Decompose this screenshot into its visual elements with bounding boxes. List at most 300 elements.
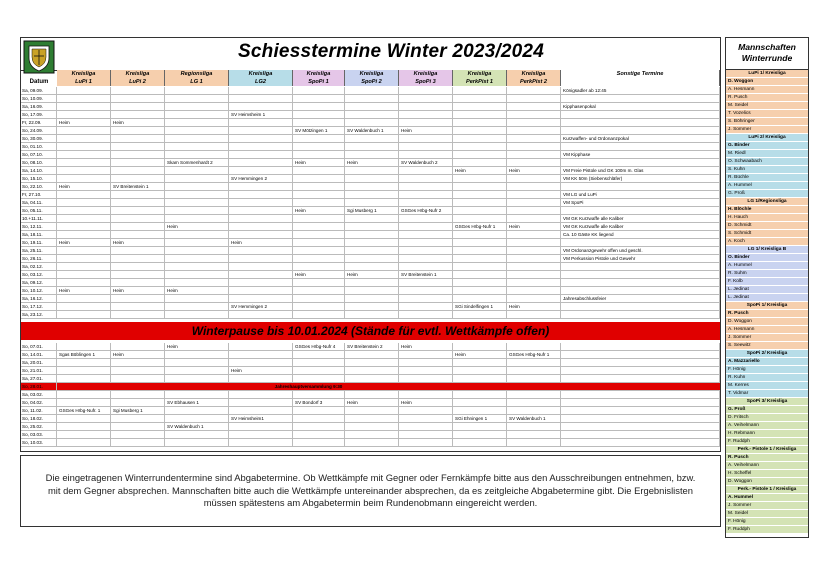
team-member: S. Seewitz bbox=[726, 342, 808, 350]
table-cell bbox=[165, 183, 229, 191]
table-row bbox=[21, 263, 720, 271]
table-row bbox=[21, 271, 720, 279]
table-cell bbox=[453, 183, 507, 191]
agm-row bbox=[21, 383, 720, 391]
table-cell bbox=[111, 423, 165, 431]
table-cell bbox=[453, 295, 507, 303]
table-cell bbox=[399, 439, 453, 447]
team-member: S. Schmidt bbox=[726, 230, 808, 238]
table-cell bbox=[345, 191, 399, 199]
table-cell bbox=[345, 359, 399, 367]
team-member: M. Kerres bbox=[726, 382, 808, 390]
table-cell bbox=[111, 199, 165, 207]
table-cell bbox=[507, 431, 561, 439]
table-cell bbox=[453, 439, 507, 447]
table-cell bbox=[453, 127, 507, 135]
table-cell bbox=[165, 431, 229, 439]
table-cell bbox=[293, 175, 345, 183]
table-cell: VM LG und LuPi bbox=[561, 191, 720, 199]
table-cell bbox=[561, 407, 720, 415]
table-cell: Heim bbox=[111, 287, 165, 295]
team-heading: LuPi 2/ Kreisliga bbox=[726, 134, 808, 142]
table-cell bbox=[111, 215, 165, 223]
row-date: So, 21.01. bbox=[21, 367, 57, 375]
table-cell bbox=[57, 175, 111, 183]
table-cell bbox=[561, 287, 720, 295]
table-cell: SV Waldenbuch 2 bbox=[399, 159, 453, 167]
table-cell bbox=[165, 391, 229, 399]
team-captain: H. Blöchle bbox=[726, 206, 808, 214]
table-cell bbox=[561, 431, 720, 439]
table-cell bbox=[165, 207, 229, 215]
table-cell bbox=[165, 135, 229, 143]
table-cell bbox=[229, 103, 293, 111]
column-header-line2: PerkPist 1 bbox=[465, 79, 494, 85]
table-cell bbox=[507, 191, 561, 199]
table-cell: Heim bbox=[507, 223, 561, 231]
table-cell bbox=[293, 239, 345, 247]
table-cell bbox=[561, 119, 720, 127]
team-member: A. Veihelmann bbox=[726, 462, 808, 470]
table-cell bbox=[111, 391, 165, 399]
team-member: D. Woggon bbox=[726, 318, 808, 326]
table-cell bbox=[345, 279, 399, 287]
table-cell bbox=[345, 287, 399, 295]
column-header bbox=[399, 70, 453, 86]
table-row bbox=[21, 247, 720, 255]
table-cell bbox=[229, 279, 293, 287]
table-row bbox=[21, 351, 720, 359]
column-header-line1: Kreisliga bbox=[359, 71, 384, 77]
table-cell bbox=[57, 111, 111, 119]
team-member: R. Büchle bbox=[726, 174, 808, 182]
column-header bbox=[453, 70, 507, 86]
table-cell: Heim bbox=[507, 167, 561, 175]
table-cell: Heim bbox=[293, 159, 345, 167]
row-date: Sa, 18.11. bbox=[21, 231, 57, 239]
table-cell bbox=[399, 263, 453, 271]
table-cell bbox=[453, 143, 507, 151]
team-member: T. Vidmar bbox=[726, 390, 808, 398]
table-cell bbox=[57, 255, 111, 263]
table-cell bbox=[165, 95, 229, 103]
team-member: A. Hesmann bbox=[726, 86, 808, 94]
table-cell bbox=[229, 407, 293, 415]
row-date: So, 19.11. bbox=[21, 239, 57, 247]
table-cell bbox=[111, 367, 165, 375]
table-row bbox=[21, 191, 720, 199]
table-cell: GSGes Hrbg-Nufr 4 bbox=[293, 343, 345, 351]
table-cell bbox=[561, 95, 720, 103]
table-cell: SV Mötzingen 1 bbox=[293, 127, 345, 135]
column-header-line1: Regionsliga bbox=[180, 71, 213, 77]
table-cell bbox=[293, 311, 345, 319]
table-cell: SV Heimsheim 1 bbox=[229, 111, 293, 119]
table-cell: Heim bbox=[507, 303, 561, 311]
table-cell: Heim bbox=[165, 343, 229, 351]
team-member: H. Scheffel bbox=[726, 470, 808, 478]
table-cell bbox=[399, 239, 453, 247]
table-cell bbox=[165, 143, 229, 151]
teams-title: Mannschaften Winterrunde bbox=[726, 38, 808, 70]
table-cell bbox=[111, 255, 165, 263]
table-row bbox=[21, 431, 720, 439]
row-date: Sa, 20.01. bbox=[21, 359, 57, 367]
column-header bbox=[345, 70, 399, 86]
row-date: So, 07.01. bbox=[21, 343, 57, 351]
table-cell: Königsadler ab 12:45 bbox=[561, 87, 720, 95]
table-cell bbox=[229, 311, 293, 319]
table-cell bbox=[345, 103, 399, 111]
table-cell bbox=[507, 287, 561, 295]
column-header bbox=[111, 70, 165, 86]
team-member: A. Hummel bbox=[726, 182, 808, 190]
team-member: J. Sommer bbox=[726, 126, 808, 134]
table-cell bbox=[399, 255, 453, 263]
table-cell bbox=[111, 207, 165, 215]
column-header-line1: Kreisliga bbox=[521, 71, 546, 77]
table-cell bbox=[345, 255, 399, 263]
table-cell bbox=[111, 103, 165, 111]
row-date: So, 07.10. bbox=[21, 151, 57, 159]
row-date: So, 08.10. bbox=[21, 159, 57, 167]
table-cell bbox=[507, 247, 561, 255]
table-cell: SV Waldenbuch 1 bbox=[507, 415, 561, 423]
table-cell bbox=[293, 119, 345, 127]
table-cell: Sgas Böblingen 1 bbox=[57, 351, 111, 359]
column-header bbox=[57, 70, 111, 86]
table-cell bbox=[345, 183, 399, 191]
team-member: A. Koch bbox=[726, 238, 808, 246]
table-cell bbox=[229, 143, 293, 151]
table-cell: Heim bbox=[345, 159, 399, 167]
table-row bbox=[21, 111, 720, 119]
column-header bbox=[507, 70, 561, 86]
team-member: F. Ruddph bbox=[726, 438, 808, 446]
table-cell bbox=[229, 207, 293, 215]
table-cell bbox=[399, 415, 453, 423]
team-member: H. Rebmann bbox=[726, 430, 808, 438]
table-cell bbox=[507, 103, 561, 111]
team-member: D. Schmidt bbox=[726, 222, 808, 230]
table-cell bbox=[111, 95, 165, 103]
table-row bbox=[21, 127, 720, 135]
table-cell bbox=[57, 415, 111, 423]
column-header-line2: SpoPi 2 bbox=[361, 79, 382, 85]
table-cell bbox=[229, 167, 293, 175]
table-cell bbox=[229, 343, 293, 351]
table-cell bbox=[57, 191, 111, 199]
table-cell bbox=[507, 407, 561, 415]
table-cell bbox=[345, 175, 399, 183]
table-cell bbox=[229, 199, 293, 207]
table-cell bbox=[57, 223, 111, 231]
row-date: Sa, 02.12. bbox=[21, 263, 57, 271]
table-cell bbox=[229, 263, 293, 271]
table-cell: Heim bbox=[453, 351, 507, 359]
table-cell bbox=[111, 135, 165, 143]
winter-break-banner: Winterpause bis 10.01.2024 (Stände für evtl. Wettkämpfe offen) bbox=[21, 322, 720, 340]
column-header-line1: Kreisliga bbox=[413, 71, 438, 77]
table-cell bbox=[561, 375, 720, 383]
table-cell bbox=[111, 175, 165, 183]
row-date: Sa, 14.10. bbox=[21, 167, 57, 175]
table-cell bbox=[229, 215, 293, 223]
table-cell bbox=[57, 295, 111, 303]
row-date: So, 10.09. bbox=[21, 95, 57, 103]
table-cell bbox=[57, 399, 111, 407]
table-cell: VM Ordonanzgewehr offen und geschl. bbox=[561, 247, 720, 255]
row-date: Sa, 16.12. bbox=[21, 295, 57, 303]
table-cell: Heim bbox=[165, 223, 229, 231]
table-cell bbox=[345, 391, 399, 399]
table-row bbox=[21, 391, 720, 399]
team-member: G. Proß bbox=[726, 190, 808, 198]
table-cell bbox=[165, 279, 229, 287]
table-row bbox=[21, 207, 720, 215]
table-cell bbox=[345, 407, 399, 415]
row-date: 10.+11.11. bbox=[21, 215, 57, 223]
table-cell: Heim bbox=[111, 239, 165, 247]
table-cell bbox=[453, 215, 507, 223]
table-cell bbox=[453, 271, 507, 279]
table-cell bbox=[165, 199, 229, 207]
table-cell bbox=[561, 391, 720, 399]
table-cell bbox=[165, 375, 229, 383]
table-cell bbox=[111, 359, 165, 367]
table-cell: GSGes Hrbg-Nufr 2 bbox=[399, 207, 453, 215]
team-heading: LuPi 1/ Kreisliga bbox=[726, 70, 808, 78]
table-cell bbox=[229, 351, 293, 359]
row-date: Sa, 04.11. bbox=[21, 199, 57, 207]
team-captain: G. Proß bbox=[726, 406, 808, 414]
table-row bbox=[21, 87, 720, 95]
table-row bbox=[21, 135, 720, 143]
table-cell bbox=[165, 175, 229, 183]
table-cell bbox=[57, 439, 111, 447]
table-cell bbox=[293, 143, 345, 151]
team-member: F. Kolb bbox=[726, 278, 808, 286]
table-cell bbox=[165, 271, 229, 279]
table-cell bbox=[507, 239, 561, 247]
table-cell bbox=[111, 415, 165, 423]
table-cell bbox=[453, 103, 507, 111]
team-member: H. Hauch bbox=[726, 214, 808, 222]
table-cell bbox=[561, 127, 720, 135]
table-cell: SV Waldenbuch 1 bbox=[165, 423, 229, 431]
table-cell: SGi Sindelfingen 1 bbox=[453, 303, 507, 311]
table-cell bbox=[561, 183, 720, 191]
table-cell bbox=[345, 215, 399, 223]
table-cell bbox=[453, 151, 507, 159]
row-date: So, 01.10. bbox=[21, 143, 57, 151]
table-row bbox=[21, 167, 720, 175]
table-cell bbox=[229, 255, 293, 263]
table-cell bbox=[293, 351, 345, 359]
table-cell bbox=[57, 303, 111, 311]
team-member: L. Jedinat bbox=[726, 294, 808, 302]
table-cell bbox=[507, 263, 561, 271]
notice-text: Die eingetragenen Winterrundentermine sind Abgabetermine. Ob Wettkämpfe mit Gegner oder Fernkämpfe bitte aus den Ausschreibungen entnehmen, bzw. mit dem Gegner absprechen. Mannschaften bitte auch die Wettkämpfe untereinander absprechen, da es zeitgleiche Abgabetermine gibt. Die Ergebnislisten müssen spätestens am Abgabetermin beim Rundenobmann eingereicht werden. bbox=[45, 472, 696, 508]
table-cell: Heim bbox=[293, 207, 345, 215]
table-cell: VM SpoPi bbox=[561, 199, 720, 207]
table-cell bbox=[165, 151, 229, 159]
table-row bbox=[21, 375, 720, 383]
table-cell bbox=[399, 231, 453, 239]
table-row bbox=[21, 255, 720, 263]
row-date: So, 22.10. bbox=[21, 183, 57, 191]
column-header-line1: Sonstige Termine bbox=[616, 71, 664, 77]
table-cell bbox=[399, 95, 453, 103]
table-cell bbox=[111, 343, 165, 351]
table-cell bbox=[229, 359, 293, 367]
table-cell bbox=[561, 343, 720, 351]
team-member: T. Vozelics bbox=[726, 110, 808, 118]
table-cell bbox=[345, 263, 399, 271]
table-cell: Sgi Musberg 1 bbox=[111, 407, 165, 415]
table-cell bbox=[561, 359, 720, 367]
row-date: So, 15.10. bbox=[21, 175, 57, 183]
table-cell bbox=[111, 159, 165, 167]
table-cell: GSGes Hrbg-Nufr. 1 bbox=[57, 407, 111, 415]
table-cell bbox=[293, 151, 345, 159]
team-member: A. Veihelmann bbox=[726, 422, 808, 430]
team-heading: LG 1/Regionsliga bbox=[726, 198, 808, 206]
team-member: S. Böhringer bbox=[726, 118, 808, 126]
team-heading: SpoPi 2/ Kreisliga bbox=[726, 350, 808, 358]
table-cell bbox=[57, 207, 111, 215]
teams-list bbox=[726, 70, 808, 534]
table-cell bbox=[345, 111, 399, 119]
column-header-line2: LuPi 1 bbox=[75, 79, 92, 85]
table-cell bbox=[165, 239, 229, 247]
table-cell bbox=[507, 439, 561, 447]
table-cell bbox=[399, 143, 453, 151]
table-cell bbox=[561, 263, 720, 271]
table-cell bbox=[293, 199, 345, 207]
table-cell bbox=[111, 271, 165, 279]
row-date: So, 05.11. bbox=[21, 207, 57, 215]
table-row bbox=[21, 239, 720, 247]
table-cell: Skam Sommenhardt 2 bbox=[165, 159, 229, 167]
table-cell bbox=[345, 375, 399, 383]
team-member: D. Fritsch bbox=[726, 414, 808, 422]
team-heading: SpoPi 3/ Kreisliga bbox=[726, 398, 808, 406]
table-cell bbox=[399, 183, 453, 191]
table-cell bbox=[293, 359, 345, 367]
table-cell bbox=[399, 223, 453, 231]
table-cell bbox=[345, 87, 399, 95]
table-row bbox=[21, 279, 720, 287]
table-cell bbox=[111, 375, 165, 383]
table-cell bbox=[111, 263, 165, 271]
table-cell: Heim bbox=[229, 239, 293, 247]
table-cell: GSGes Hrbg-Nufr 1 bbox=[453, 223, 507, 231]
table-cell bbox=[111, 167, 165, 175]
table-cell bbox=[293, 95, 345, 103]
table-cell bbox=[293, 223, 345, 231]
table-cell bbox=[507, 367, 561, 375]
table-cell bbox=[507, 199, 561, 207]
row-date: So, 17.09. bbox=[21, 111, 57, 119]
agm-row-date: So, 28.01. bbox=[21, 383, 57, 391]
table-cell bbox=[229, 295, 293, 303]
table-cell: Heim bbox=[57, 239, 111, 247]
table-cell bbox=[165, 255, 229, 263]
table-cell bbox=[293, 295, 345, 303]
table-cell bbox=[165, 295, 229, 303]
table-row bbox=[21, 367, 720, 375]
table-cell bbox=[399, 431, 453, 439]
table-cell bbox=[561, 439, 720, 447]
table-cell: SV Heimsheim1 bbox=[229, 415, 293, 423]
club-crest-icon bbox=[23, 40, 55, 74]
title-row bbox=[21, 38, 720, 71]
table-row bbox=[21, 399, 720, 407]
team-captain: G. Binder bbox=[726, 142, 808, 150]
table-cell bbox=[399, 167, 453, 175]
table-cell bbox=[345, 351, 399, 359]
table-row bbox=[21, 439, 720, 447]
team-member: M. Riedl bbox=[726, 150, 808, 158]
table-cell bbox=[399, 391, 453, 399]
table-cell bbox=[399, 311, 453, 319]
table-cell bbox=[345, 95, 399, 103]
team-member: A. Hesmann bbox=[726, 326, 808, 334]
table-cell: VM Freie Pistole und GK 100m m. Glas bbox=[561, 167, 720, 175]
table-cell bbox=[453, 287, 507, 295]
table-cell bbox=[561, 279, 720, 287]
table-cell bbox=[453, 119, 507, 127]
table-row bbox=[21, 199, 720, 207]
table-cell bbox=[453, 263, 507, 271]
table-cell bbox=[111, 439, 165, 447]
table-cell bbox=[453, 95, 507, 103]
table-cell bbox=[165, 119, 229, 127]
table-cell bbox=[507, 391, 561, 399]
table-cell bbox=[165, 303, 229, 311]
column-header-line1: Kreisliga bbox=[125, 71, 150, 77]
table-cell bbox=[453, 231, 507, 239]
table-row bbox=[21, 343, 720, 351]
table-cell bbox=[399, 215, 453, 223]
table-cell bbox=[57, 263, 111, 271]
row-date: So, 03.12. bbox=[21, 271, 57, 279]
table-row bbox=[21, 303, 720, 311]
team-member: F. Ruddph bbox=[726, 526, 808, 534]
table-row bbox=[21, 407, 720, 415]
row-date: Sa, 09.09. bbox=[21, 87, 57, 95]
column-header-line2: SpoPi 1 bbox=[308, 79, 329, 85]
table-cell bbox=[453, 191, 507, 199]
page-title: Schiesstermine Winter 2023/2024 bbox=[238, 41, 544, 62]
table-cell bbox=[345, 367, 399, 375]
team-member: R. Kuhn bbox=[726, 374, 808, 382]
table-cell bbox=[165, 111, 229, 119]
table-cell bbox=[57, 367, 111, 375]
table-cell bbox=[507, 423, 561, 431]
column-header-line1: Kreisliga bbox=[306, 71, 331, 77]
table-cell bbox=[453, 391, 507, 399]
table-cell bbox=[111, 143, 165, 151]
team-heading: LG 1/ Kreisliga B bbox=[726, 246, 808, 254]
column-header-line1: Kreisliga bbox=[467, 71, 492, 77]
table-cell bbox=[57, 215, 111, 223]
column-header-line2: LG 1 bbox=[190, 79, 203, 85]
table-cell bbox=[345, 295, 399, 303]
table-cell bbox=[165, 191, 229, 199]
table-cell bbox=[293, 247, 345, 255]
